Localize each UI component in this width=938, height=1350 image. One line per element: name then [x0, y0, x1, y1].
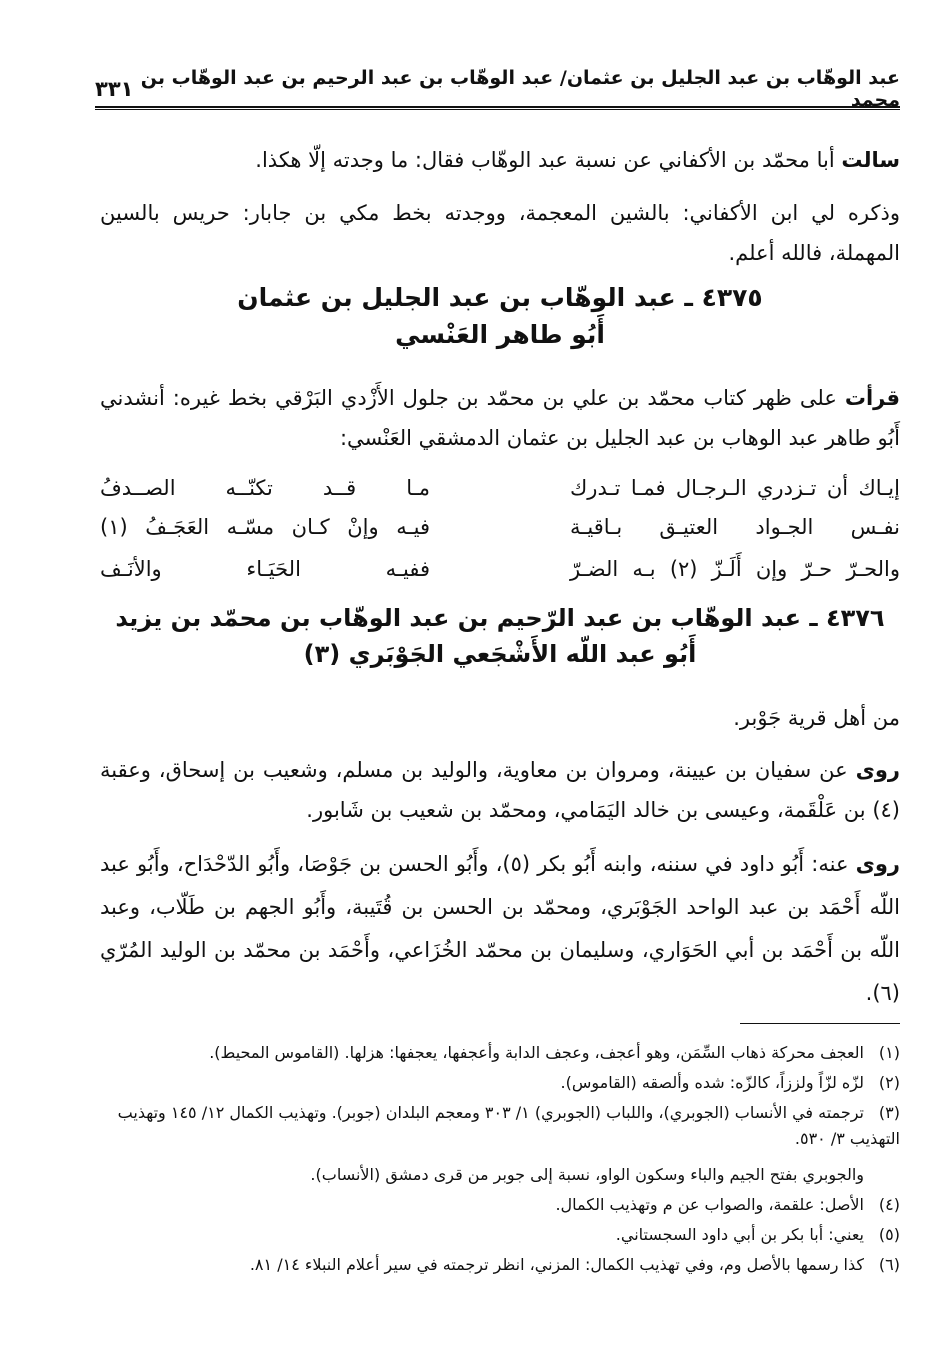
- intro-paragraph-2: [100, 193, 900, 273]
- footnote-number: (٣): [878, 1103, 900, 1122]
- footnote: [100, 1192, 900, 1218]
- footnote-number: (٥): [878, 1225, 900, 1244]
- paragraph-text: على ظهر كتاب محمّد بن علي بن محمّد بن جلول الأَزْدي البَرْقي بخط غيره: أنشدني أَبُو طاهر عبد الوهاب بن عبد الجليل بن عثمان الدمشقي العَنْسي:: [100, 386, 900, 450]
- entry-title: ٤٣٧٦ ـ عبد الوهّاب بن عبد الرّحيم بن عبد الوهّاب بن محمّد بن يزيد: [115, 604, 885, 632]
- footnote-text: الأصل: علقمة، والصواب عن م وتهذيب الكمال.: [555, 1195, 864, 1214]
- lead-word: قرأت: [844, 386, 900, 410]
- verse-first-hemistich: إيـاك أن تـزدري الـرجـال فمـا تـدرك: [570, 476, 900, 500]
- entry-4375-heading: [100, 283, 900, 349]
- verse-first-hemistich: نفـس الجـواد العتيـق بـاقيـة: [570, 515, 900, 539]
- entry-kunya: أَبُو عبد اللّه الأَشْجَعي الجَوْبَري (٣): [303, 640, 697, 668]
- verse-first-hemistich: والحـرّ حـرّ وإن أَلَـزّ (٢) بـه الضـرّ: [570, 557, 901, 581]
- lead-word: روى: [855, 852, 901, 876]
- running-title: عبد الوهّاب بن عبد الجليل بن عثمان/ عبد الوهّاب بن عبد الرحيم بن عبد الوهّاب بن محمد: [140, 67, 900, 111]
- paragraph-text: عن سفيان بن عيينة، ومروان بن معاوية، والوليد بن مسلم، وشعيب بن إسحاق، وعقبة (٤) بن عَلْقَمة، وعيسى بن خالد اليَمَامي، ومحمّد بن شعيب بن شَابور.: [100, 758, 900, 822]
- poem-verse: [100, 515, 900, 551]
- intro-paragraph-1: [100, 140, 900, 180]
- paragraph-text: أبا محمّد بن الأكفاني عن نسبة عبد الوهّاب فقال: ما وجدته إلّا هكذا.: [255, 148, 842, 172]
- footnote-text: العجف محركة ذهاب السِّمَن، وهو أعجف، وعجف الدابة وأعجفها، يعجفها: هزلها. (القاموس المحيط).: [209, 1043, 864, 1062]
- lead-word: روى: [855, 758, 900, 782]
- footnote-number: (٤): [878, 1195, 900, 1214]
- footnote: [100, 1070, 900, 1096]
- footnote-text: لزّه لزّاً ولززاً، كالزّه: شده وألصقه (القاموس).: [560, 1073, 864, 1092]
- footnote: [100, 1222, 900, 1248]
- footnote-continuation: [100, 1162, 864, 1188]
- footnote: [100, 1100, 900, 1152]
- entry-4375-paragraph: [100, 378, 900, 458]
- verse-second-hemistich: ففيـه الحَيَـاء والأنَـف: [100, 557, 430, 581]
- footnote-separator: [740, 1023, 900, 1024]
- verse-second-hemistich: فيـه وإنْ كـان مسّـه العَجَـفُ (١): [100, 515, 430, 539]
- poem-verse: [100, 557, 900, 593]
- footnote-text: ترجمته في الأنساب (الجوبري)، واللباب (الجوبري) ١/ ٣٠٣ ومعجم البلدان (جوبر). وتهذيب الكمال ١٢/ ١٤٥ وتهذيب التهذيب ٣/ ٥٣٠.: [117, 1103, 900, 1148]
- footnote-text: والجوبري بفتح الجيم والباء وسكون الواو، نسبة إلى جوبر من قرى دمشق (الأنساب).: [310, 1165, 864, 1184]
- footnote: [100, 1040, 900, 1066]
- entry-title: ٤٣٧٥ ـ عبد الوهّاب بن عبد الجليل بن عثمان: [237, 283, 763, 312]
- footnote: [100, 1252, 900, 1278]
- footnote-text: يعني: أبا بكر بن أبي داود السجستاني.: [615, 1225, 864, 1244]
- page-number: ٣٣١: [95, 77, 134, 101]
- lead-word: سالت: [841, 148, 900, 172]
- verse-second-hemistich: مـا قــد تكنّــه الصــدفُ: [100, 476, 430, 500]
- footnote-number: (٢): [878, 1073, 900, 1092]
- entry-4376-ruwa-paragraph: [100, 843, 900, 1015]
- running-header: [95, 67, 900, 111]
- entry-4376-heading: [100, 604, 900, 668]
- entry-4376-rawa-paragraph: [100, 750, 900, 830]
- paragraph-text: وذكره لي ابن الأكفاني: بالشين المعجمة، ووجدته بخط مكي بن جابار: حريس بالسين المهملة، فالله أعلم.: [100, 201, 900, 265]
- poem-verse: [100, 476, 900, 512]
- footnote-number: (١): [878, 1043, 900, 1062]
- footnote-number: (٦): [878, 1255, 900, 1274]
- footnote-text: كذا رسمها بالأصل وم، وفي تهذيب الكمال: المزني، انظر ترجمته في سير أعلام النبلاء ١٤/ ٨١.: [249, 1255, 864, 1274]
- entry-kunya: أَبُو طاهر العَنْسي: [395, 320, 605, 349]
- entry-4376-origin: [100, 698, 900, 738]
- header-rule: [95, 109, 900, 110]
- paragraph-text: من أهل قرية جَوْبر.: [733, 706, 900, 730]
- paragraph-text: عنه: أَبُو داود في سننه، وابنه أَبُو بكر (٥)، وأَبُو الحسن بن جَوْصَا، وأَبُو الدّحْدَاح، وأَبُو عبد اللّه أَحْمَد بن عبد الواحد الجَوْبَري، ومحمّد بن الحسن بن قُتَيبة، وأَبُو الجهم بن طَلّاب، وعبد اللّه بن أَحْمَد بن أبي الحَوَاري، وسليمان بن محمّد الخُزَاعي، وأَحْمَد بن محمّد بن الوليد المُرّي (٦).: [100, 852, 900, 1005]
